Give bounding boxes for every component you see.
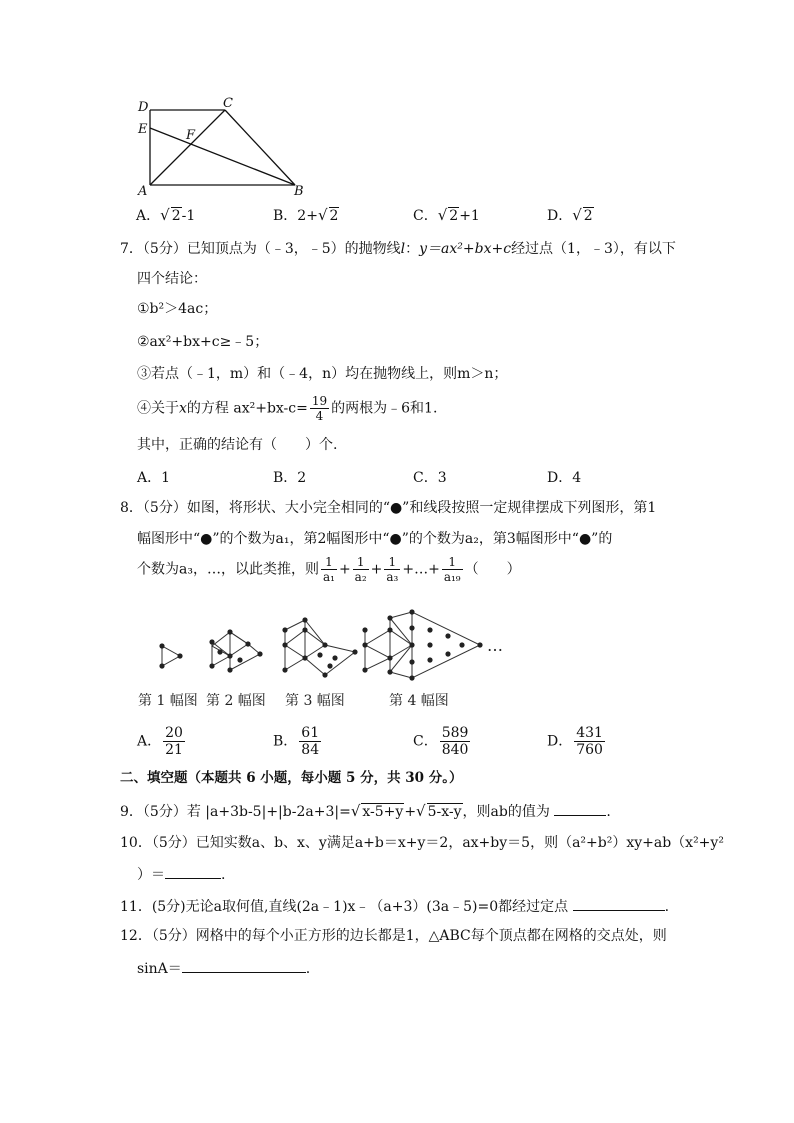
q12-answer-blank[interactable] xyxy=(182,958,306,973)
q11-answer-blank[interactable] xyxy=(573,896,665,911)
dot-pattern-figure xyxy=(150,600,520,685)
q12-stem-line1: 12．（5分）网格中的每个小正方形的边长都是1，△ABC每个顶点都在网格的交点处，则 xyxy=(120,928,667,944)
q8-option-a[interactable]: A． $\frac{20}{21}$ xyxy=(137,725,183,758)
q8-stem-line2: 幅图形中“●”的个数为a₁，第2幅图形中“●”的个数为a₂，第3幅图形中“●”的 xyxy=(137,531,613,547)
q10-stem-line1: 10．（5分）已知实数a、b、x、y满足a+b＝x+y＝2，ax+by＝5，则（a²+b²）xy+ab（x²+y² xyxy=(120,835,724,851)
q8-stem-line1: 8．（5分）如图，将形状、大小完全相同的“●”和线段按照一定规律摆成下列图形，第1 xyxy=(120,500,657,516)
caption-figure-1: 第 1 幅图 xyxy=(138,693,198,709)
q7-question: 其中，正确的结论有（ ）个. xyxy=(137,437,338,453)
q7-option-a[interactable]: A．1 xyxy=(137,470,171,486)
q7-conclusion-1: ①b²＞4ac； xyxy=(137,301,218,317)
q6-option-d[interactable]: D．√ 2 xyxy=(547,206,593,224)
q8-option-c[interactable]: C． $\frac{589}{840}$ xyxy=(413,725,469,758)
q8-option-b[interactable]: B． $\frac{61}{84}$ xyxy=(273,725,320,758)
point-label-e: E xyxy=(138,122,148,137)
caption-figure-2: 第 2 幅图 xyxy=(206,693,266,709)
q11-stem: 11．(5分)无论a取何值,直线(2a﹣1)x﹣（a+3）(3a﹣5)=0都经过定点 . xyxy=(120,896,669,916)
point-label-b: B xyxy=(294,184,304,199)
q9-stem: 9．（5分）若 |a+3b-5|+|b-2a+3|=√ x-5+y+√ 5-x-y，则ab的值为 . xyxy=(120,802,611,820)
pattern-ellipsis: … xyxy=(487,636,503,655)
q10-answer-blank[interactable] xyxy=(165,864,221,879)
section-2-heading: 二、填空题（本题共 6 小题，每小题 5 分，共 30 分。） xyxy=(120,770,463,786)
q8-stem-line3: 个数为a₃，…，以此类推，则 $\frac{1}{\text{a₁}}$ + $\frac{1}{\text{a₂}}$ + $\frac{1}{\text{a₃}}$ +…+ $\frac{1}{\text{a₁₉}}$ （ ） xyxy=(137,555,521,584)
q7-conclusion-4: ④关于x的方程 ax²+bx-c= $\frac{19}{4}$ 的两根为﹣6和1. xyxy=(137,394,438,423)
q7-conclusion-3: ③若点（﹣1，m）和（﹣4，n）均在抛物线上，则m＞n； xyxy=(137,366,508,382)
point-label-d: D xyxy=(138,100,149,115)
point-label-f: F xyxy=(186,128,196,143)
q7-option-d[interactable]: D．4 xyxy=(547,470,582,486)
q8-option-d[interactable]: D． $\frac{431}{760}$ xyxy=(547,725,603,758)
caption-figure-3: 第 3 幅图 xyxy=(285,693,345,709)
geometry-figure xyxy=(130,95,320,200)
point-label-a: A xyxy=(138,184,148,199)
q12-stem-line2: sinA＝ . xyxy=(137,958,310,978)
caption-figure-4: 第 4 幅图 xyxy=(389,693,449,709)
q6-option-c[interactable]: C．√ 2+1 xyxy=(413,206,480,224)
point-label-c: C xyxy=(223,96,233,111)
q7-fraction: $\frac{19}{4}$ xyxy=(311,394,328,423)
q6-option-a[interactable]: A．√ 2-1 xyxy=(136,206,196,224)
q7-stem-line2: 四个结论： xyxy=(137,271,207,287)
q9-answer-blank[interactable] xyxy=(554,801,606,816)
q7-conclusion-2: ②ax²+bx+c≥﹣5； xyxy=(137,334,269,350)
q10-stem-line2: ）＝ . xyxy=(137,864,225,884)
q7-option-b[interactable]: B．2 xyxy=(273,470,307,486)
q7-option-c[interactable]: C．3 xyxy=(413,470,447,486)
q6-option-b[interactable]: B．2+√ 2 xyxy=(273,206,339,224)
q7-stem-line1: 7．（5分）已知顶点为（﹣3，﹣5）的抛物线l：y＝ax²+bx+c经过点（1，﹣3），有以下 xyxy=(120,241,676,257)
